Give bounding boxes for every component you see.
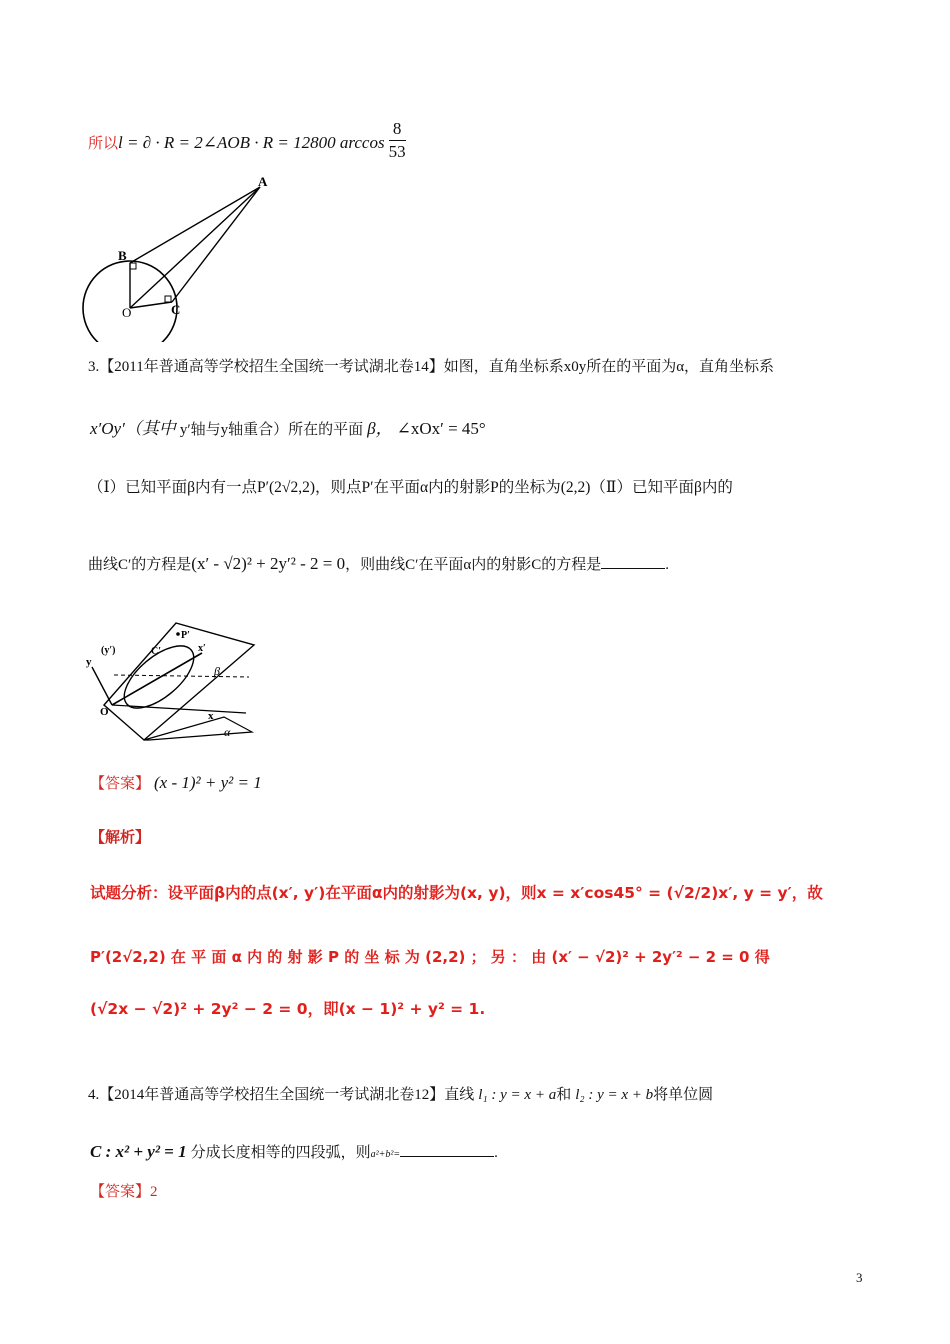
q3-answer-blank[interactable]: [601, 554, 665, 569]
analysis-line-2: P′(2√2,2) 在 平 面 α 内 的 射 影 P 的 坐 标 为 (2,2) ； 另 ： 由 (x′ − √2)² + 2y′² − 2 = 0 得: [90, 948, 770, 966]
q4-answer: [90, 1180, 158, 1202]
q4-circle-equation: C : x² + y² = 1: [90, 1142, 187, 1161]
q3-plane-beta: β，: [367, 419, 393, 438]
page-number: 3: [856, 1270, 863, 1285]
fraction-denominator: 53: [388, 142, 406, 161]
circle-tangent-figure: [80, 172, 280, 342]
x-prime-axis: [112, 653, 202, 705]
formula-line-1: [88, 119, 406, 167]
label-beta: β: [214, 664, 220, 678]
segment-ba: [130, 187, 260, 263]
q3-answer: [90, 772, 262, 793]
label-c: C: [171, 302, 181, 317]
q4-intro: 4.【2014年普通高等学校招生全国统一考试湖北卷12】直线: [88, 1087, 475, 1103]
label-o: O: [100, 706, 109, 718]
q4-question: 分成长度相等的四段弧，则: [190, 1145, 371, 1161]
point-p: [176, 632, 180, 636]
label-y-prime: (y′): [101, 645, 116, 656]
q3-line-4: [88, 554, 669, 575]
fraction-numerator: 8: [389, 118, 406, 141]
q4-expression: a²+b²=: [370, 1149, 401, 1160]
segment-ca: [172, 187, 260, 302]
analysis-label: 【解析】: [90, 830, 151, 846]
q4-answer-value: 2: [150, 1184, 158, 1200]
q4-and: 和: [556, 1087, 572, 1103]
right-angle-b: [130, 263, 136, 269]
q4-period: .: [494, 1145, 498, 1161]
projection-figure: [84, 605, 274, 750]
q4-line-2: [90, 1142, 498, 1163]
label-p-prime: P′: [181, 630, 190, 641]
formula-arc-length: l = ∂ · R = 2∠AOB · R = 12800 arccos: [118, 133, 385, 153]
label-a: A: [258, 174, 268, 189]
q4-answer-blank[interactable]: [400, 1142, 494, 1157]
plane-alpha: [144, 717, 252, 740]
q3-curve-equation: (x′ - √2)² + 2y′² - 2 = 0: [191, 554, 346, 573]
label-b: B: [118, 248, 127, 263]
dashed-line: [114, 675, 249, 677]
x-axis: [112, 705, 246, 713]
plane-beta: [104, 623, 254, 740]
q3-axis-note: y′轴与y轴重合）所在的平面: [179, 422, 364, 438]
q3-angle: ∠xOx′ = 45°: [396, 419, 486, 438]
q3-coordinate-system: x′Oy′（其中: [90, 419, 176, 438]
q3-line-1: 3.【2011年普通高等学校招生全国统一考试湖北卷14】如图，直角坐标系x0y所在的平面为α，直角坐标系: [88, 359, 775, 375]
label-alpha: α: [224, 725, 231, 739]
answer-label: 【答案】: [90, 776, 151, 792]
label-x: x: [208, 710, 214, 722]
analysis-line-1: 试题分析：设平面β内的点(x′, y′)在平面α内的射影为(x, y)，则x = x′cos45° = (√2/2)x′, y = y′，故: [90, 884, 823, 902]
q4-line-l2: l₂ : y = x + b: [575, 1087, 654, 1103]
q3-line-2: [90, 414, 486, 440]
q4-line-l1: l₁ : y = x + a: [478, 1087, 557, 1103]
formula-fraction: [389, 118, 406, 163]
q3-curve-intro: 曲线C′的方程是: [88, 557, 192, 573]
q4-circle-intro: 将单位圆: [653, 1087, 714, 1103]
y-axis: [92, 667, 112, 705]
answer-value: (x - 1)² + y² = 1: [154, 773, 262, 792]
q3-question: ，则曲线C′在平面α内的射影C的方程是: [345, 557, 602, 573]
q3-line-3: （Ⅰ）已知平面β内有一点P′(2√2,2)，则点P′在平面α内的射影P的坐标为(2,2)（Ⅱ）已知平面β内的: [88, 479, 733, 496]
label-y: y: [86, 656, 92, 668]
analysis-line-3: (√2x − √2)² + 2y² − 2 = 0，即(x − 1)² + y² = 1.: [90, 1000, 486, 1018]
formula-prefix: 所以: [88, 136, 119, 153]
label-o: O: [122, 305, 132, 320]
label-c-prime: C′: [151, 646, 162, 657]
q3-period: .: [665, 557, 669, 573]
segment-oa: [130, 187, 260, 308]
q4-answer-label: 【答案】: [90, 1184, 151, 1200]
label-x-prime: x′: [198, 643, 206, 654]
q4-line-1: [88, 1085, 713, 1105]
